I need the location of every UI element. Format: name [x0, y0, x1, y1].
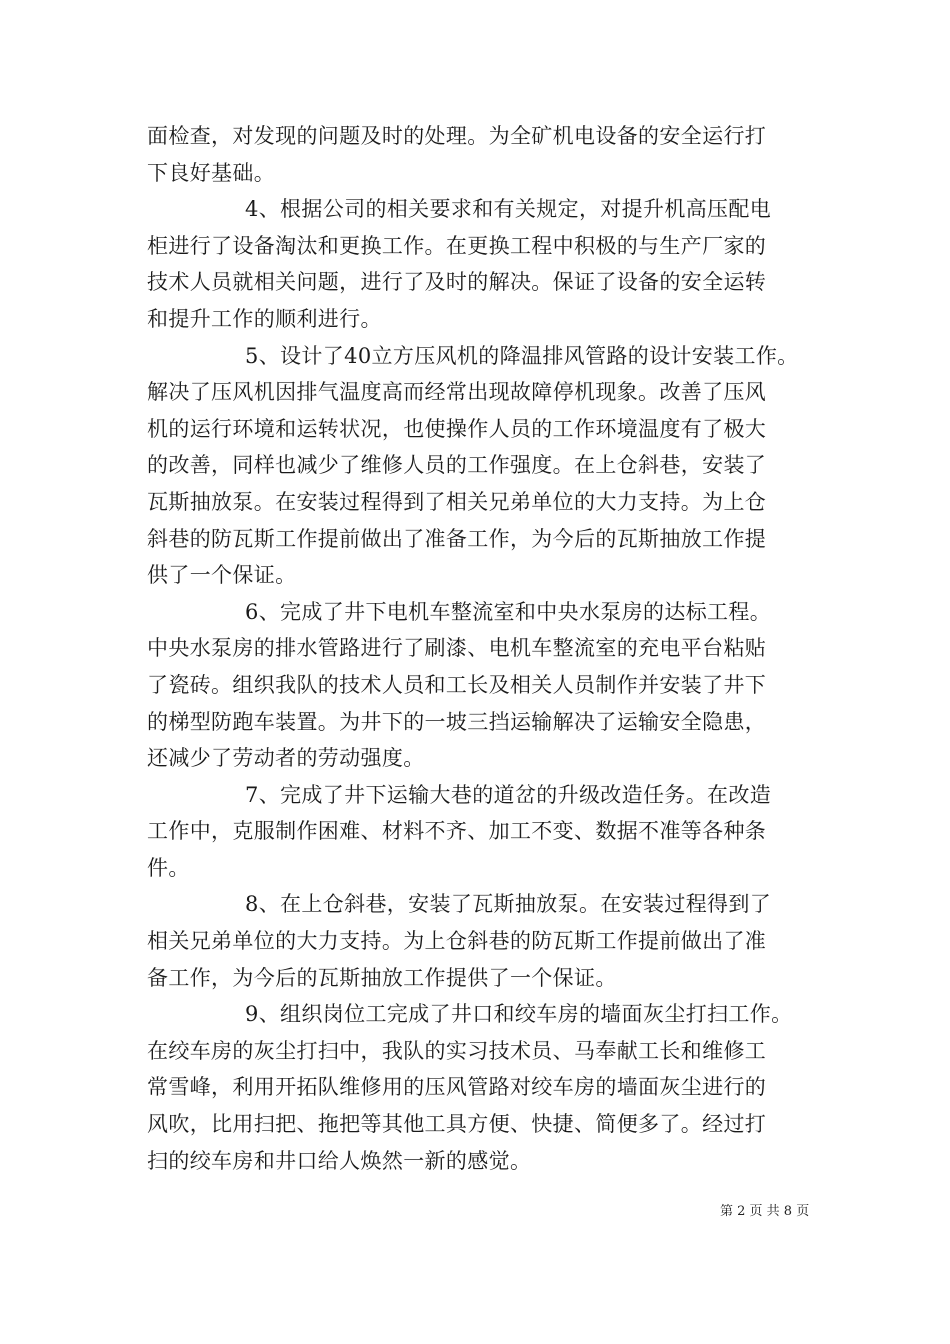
- page-number: 第 2 页 共 8 页: [720, 1204, 810, 1219]
- paragraph-start-line: 9、组织岗位工完成了井口和绞车房的墙面灰尘打扫工作。: [245, 1002, 793, 1027]
- text-line: 机的运行环境和运转状况，也使操作人员的工作环境温度有了极大: [147, 416, 767, 441]
- paragraph-start-line: 8、在上仓斜巷，安装了瓦斯抽放泵。在安装过程得到了: [245, 892, 772, 917]
- paragraph-start-line: 5、设计了40立方压风机的降温排风管路的设计安装工作。: [245, 343, 799, 368]
- text-line: 柜进行了设备淘汰和更换工作。在更换工程中积极的与生产厂家的: [147, 233, 767, 258]
- text-line: 常雪峰，利用开拓队维修用的压风管路对绞车房的墙面灰尘进行的: [147, 1075, 767, 1100]
- text-line: 的梯型防跑车装置。为井下的一坡三挡运输解决了运输安全隐患，: [147, 709, 767, 734]
- document-body: [147, 118, 807, 1179]
- text-line: 件。: [147, 855, 190, 880]
- text-line: 在绞车房的灰尘打扫中，我队的实习技术员、马奉献工长和维修工: [147, 1038, 767, 1063]
- text-line: 解决了压风机因排气温度高而经常出现故障停机现象。改善了压风: [147, 380, 767, 405]
- text-line: 相关兄弟单位的大力支持。为上仓斜巷的防瓦斯工作提前做出了准: [147, 929, 767, 954]
- text-line: 了瓷砖。组织我队的技术人员和工长及相关人员制作并安装了井下: [147, 672, 767, 697]
- text-line: 扫的绞车房和井口给人焕然一新的感觉。: [147, 1148, 532, 1173]
- paragraph-start-line: 4、根据公司的相关要求和有关规定，对提升机高压配电: [245, 197, 772, 222]
- text-line: 的改善，同样也减少了维修人员的工作强度。在上仓斜巷，安装了: [147, 453, 767, 478]
- text-line: 下良好基础。: [147, 160, 276, 185]
- text-line: 和提升工作的顺利进行。: [147, 306, 382, 331]
- text-line: 工作中，克服制作困难、材料不齐、加工不变、数据不准等各种条: [147, 819, 767, 844]
- text-line: 备工作，为今后的瓦斯抽放工作提供了一个保证。: [147, 965, 617, 990]
- text-line: 技术人员就相关问题，进行了及时的解决。保证了设备的安全运转: [147, 270, 767, 295]
- text-line: 斜巷的防瓦斯工作提前做出了准备工作，为今后的瓦斯抽放工作提: [147, 526, 767, 551]
- text-line: 供了一个保证。: [147, 563, 297, 588]
- text-line: 面检查，对发现的问题及时的处理。为全矿机电设备的安全运行打: [147, 124, 767, 148]
- text-line: 中央水泵房的排水管路进行了刷漆、电机车整流室的充电平台粘贴: [147, 636, 767, 661]
- paragraph-start-line: 7、完成了井下运输大巷的道岔的升级改造任务。在改造: [245, 782, 772, 807]
- paragraph-start-line: 6、完成了井下电机车整流室和中央水泵房的达标工程。: [245, 599, 772, 624]
- text-line: 还减少了劳动者的劳动强度。: [147, 746, 425, 771]
- text-line: 风吹，比用扫把、拖把等其他工具方便、快捷、简便多了。经过打: [147, 1112, 767, 1137]
- text-line: 瓦斯抽放泵。在安装过程得到了相关兄弟单位的大力支持。为上仓: [147, 489, 767, 514]
